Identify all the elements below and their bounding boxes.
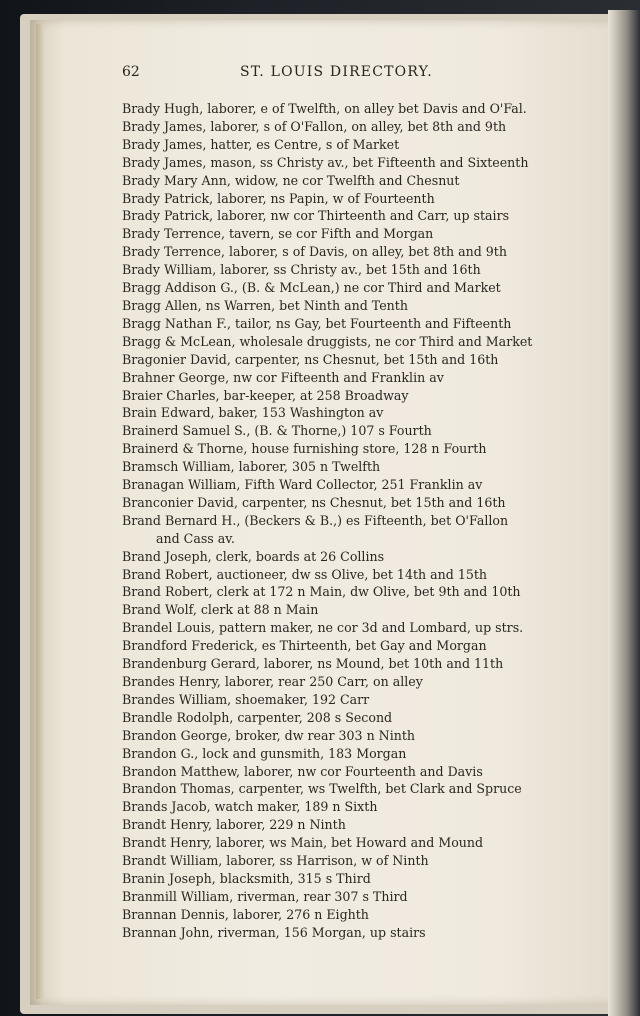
directory-entry: Brady James, hatter, es Centre, s of Market (122, 136, 400, 152)
directory-entry: Bragg Allen, ns Warren, bet Ninth and Tenth (122, 297, 408, 313)
directory-entry: Bragg Nathan F., tailor, ns Gay, bet Fourteenth and Fifteenth (122, 315, 512, 331)
directory-entry: Branconier David, carpenter, ns Chesnut, bet 15th and 16th (122, 494, 506, 510)
page-gutter-fold (36, 24, 44, 999)
directory-entry: Brandle Rodolph, carpenter, 208 s Second (122, 709, 393, 725)
directory-entry: Brady Patrick, laborer, nw cor Thirteenth and Carr, up stairs (122, 208, 510, 224)
directory-entry: Brandon Thomas, carpenter, ws Twelfth, bet Clark and Spruce (122, 781, 522, 797)
directory-entry: Brand Wolf, clerk at 88 n Main (122, 602, 319, 618)
directory-entry: Brain Edward, baker, 153 Washington av (122, 405, 384, 421)
directory-entry: Brand Robert, auctioneer, dw ss Olive, bet 14th and 15th (122, 566, 488, 582)
directory-entry: Brady Patrick, laborer, ns Papin, w of Fourteenth (122, 190, 435, 206)
page-header (120, 62, 580, 86)
directory-entry: Brandel Louis, pattern maker, ne cor 3d and Lombard, up strs. (122, 620, 524, 636)
directory-entry: Brady Mary Ann, widow, ne cor Twelfth and Chesnut (122, 172, 460, 188)
directory-entry: Bragg Addison G., (B. & McLean,) ne cor Third and Market (122, 280, 501, 296)
directory-entry: Brandford Frederick, es Thirteenth, bet Gay and Morgan (122, 638, 487, 654)
directory-entry: Brand Bernard H., (Beckers & B.,) es Fifteenth, bet O'Fallon (122, 512, 509, 528)
facing-page-edge (608, 10, 640, 1016)
directory-entry: Brandes William, shoemaker, 192 Carr (122, 691, 370, 707)
directory-entry: Brahner George, nw cor Fifteenth and Franklin av (122, 369, 444, 385)
directory-entry: Brady James, mason, ss Christy av., bet Fifteenth and Sixteenth (122, 154, 529, 170)
directory-entry: Brandt Henry, laborer, 229 n Ninth (122, 817, 346, 833)
directory-entry: Brady James, laborer, s of O'Fallon, on alley, bet 8th and 9th (122, 118, 507, 134)
directory-entry: Bramsch William, laborer, 305 n Twelfth (122, 459, 381, 475)
directory-entry: Brandon George, broker, dw rear 303 n Ninth (122, 727, 416, 743)
directory-entry: Brannan Dennis, laborer, 276 n Eighth (122, 906, 369, 922)
directory-entry: Braier Charles, bar-keeper, at 258 Broadway (122, 387, 409, 403)
directory-entry: Brandon G., lock and gunsmith, 183 Morgan (122, 745, 407, 761)
directory-entry: Brand Robert, clerk at 172 n Main, dw Olive, bet 9th and 10th (122, 584, 521, 600)
directory-entry: Brainerd & Thorne, house furnishing store, 128 n Fourth (122, 441, 487, 457)
directory-entry: Bragg & McLean, wholesale druggists, ne cor Third and Market (122, 333, 533, 349)
running-title: ST. LOUIS DIRECTORY. (240, 64, 433, 80)
directory-entry: Brady Terrence, tavern, se cor Fifth and Morgan (122, 226, 434, 242)
directory-entry: Brandes Henry, laborer, rear 250 Carr, on alley (122, 674, 423, 689)
directory-entry: Branmill William, riverman, rear 307 s Third (122, 888, 408, 904)
directory-entry: Branin Joseph, blacksmith, 315 s Third (122, 870, 371, 886)
directory-entry: Brady Terrence, laborer, s of Davis, on alley, bet 8th and 9th (122, 244, 507, 260)
directory-entry-continuation: and Cass av. (156, 530, 235, 546)
page-number: 62 (122, 64, 140, 80)
directory-entry: Brainerd Samuel S., (B. & Thorne,) 107 s Fourth (122, 423, 432, 439)
directory-entry: Brady Hugh, laborer, e of Twelfth, on alley bet Davis and O'Fal. (122, 101, 527, 116)
directory-entry: Brandon Matthew, laborer, nw cor Fourteenth and Davis (122, 763, 483, 779)
directory-entry: Brandenburg Gerard, laborer, ns Mound, bet 10th and 11th (122, 656, 504, 672)
directory-entry: Brand Joseph, clerk, boards at 26 Collins (122, 548, 385, 564)
directory-entry: Brandt William, laborer, ss Harrison, w of Ninth (122, 853, 429, 869)
directory-entry: Brady William, laborer, ss Christy av., bet 15th and 16th (122, 262, 481, 278)
directory-entry: Brands Jacob, watch maker, 189 n Sixth (122, 799, 378, 815)
directory-entry: Branagan William, Fifth Ward Collector, 251 Franklin av (122, 477, 483, 493)
directory-entry: Bragonier David, carpenter, ns Chesnut, bet 15th and 16th (122, 351, 499, 367)
directory-entries (122, 100, 562, 942)
directory-entry: Brandt Henry, laborer, ws Main, bet Howard and Mound (122, 835, 484, 851)
directory-entry: Brannan John, riverman, 156 Morgan, up stairs (122, 924, 426, 940)
